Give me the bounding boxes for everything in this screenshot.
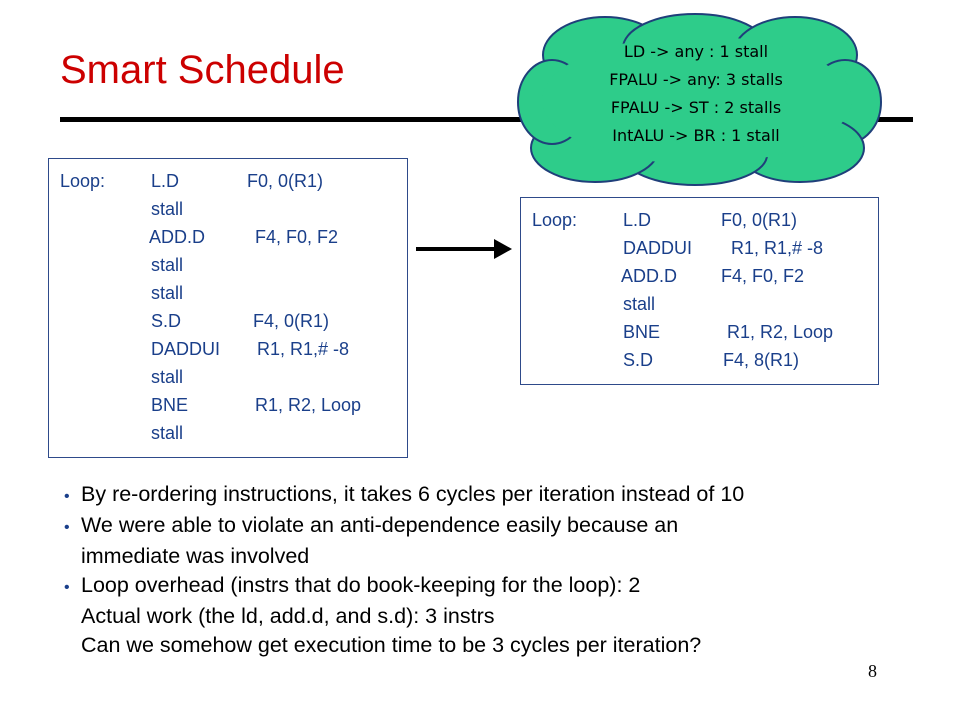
code-args: F4, F0, F2 [721,266,805,286]
cloud-rule-line: LD -> any : 1 stall [623,42,769,61]
code-args: R1, R2, Loop [255,395,362,415]
bullet-continuation: Actual work (the ld, add.d, and s.d): 3 instrs [81,604,495,628]
bullet-dot-icon: • [64,519,70,536]
code-op: BNE [151,395,189,415]
slide-title: Smart Schedule [60,48,345,92]
code-args: R1, R1,# -8 [731,238,824,258]
code-op: L.D [151,171,180,191]
bullet-continuation: immediate was involved [81,544,310,568]
stall-rules-cloud [510,10,882,188]
code-op: BNE [623,322,661,342]
cloud-rule-line: FPALU -> ST : 2 stalls [610,98,782,117]
code-args: F4, 8(R1) [723,350,800,370]
original-code-box [48,158,408,458]
bullet-item [64,571,944,602]
bullet-item [64,511,944,542]
transform-arrow-icon [414,236,514,262]
code-op: stall [151,255,184,275]
code-op: L.D [623,210,652,230]
code-op: ADD.D [149,227,206,247]
code-label: Loop: [60,171,106,191]
code-op: stall [151,283,184,303]
code-args: F4, 0(R1) [253,311,330,331]
cloud-rule-line: IntALU -> BR : 1 stall [612,126,780,145]
code-op: DADDUI [151,339,221,359]
code-label: Loop: [532,210,578,230]
code-op: S.D [151,311,182,331]
code-op: stall [151,199,184,219]
code-op: stall [151,423,184,443]
bullet-dot-icon: • [64,579,70,596]
code-op: S.D [623,350,654,370]
bullet-text: By re-ordering instructions, it takes 6 cycles per iteration instead of 10 [81,482,745,506]
code-op: stall [151,367,184,387]
code-args: F0, 0(R1) [721,210,798,230]
code-args: F0, 0(R1) [247,171,324,191]
code-args: F4, F0, F2 [255,227,339,247]
bullet-text: Loop overhead (instrs that do book-keeping for the loop): 2 [81,573,641,597]
cloud-rule-line: FPALU -> any: 3 stalls [609,70,783,89]
bullet-text: We were able to violate an anti-dependence easily because an [81,513,679,537]
bullet-continuation: Can we somehow get execution time to be 3 cycles per iteration? [81,633,702,657]
scheduled-code-box [520,197,879,385]
code-op: ADD.D [621,266,678,286]
code-op: DADDUI [623,238,693,258]
bullet-item [64,480,944,511]
bullet-dot-icon: • [64,488,70,505]
code-op: stall [623,294,656,314]
bullet-list [64,480,944,660]
page-number: 8 [868,661,877,681]
code-args: R1, R1,# -8 [257,339,350,359]
code-args: R1, R2, Loop [727,322,834,342]
